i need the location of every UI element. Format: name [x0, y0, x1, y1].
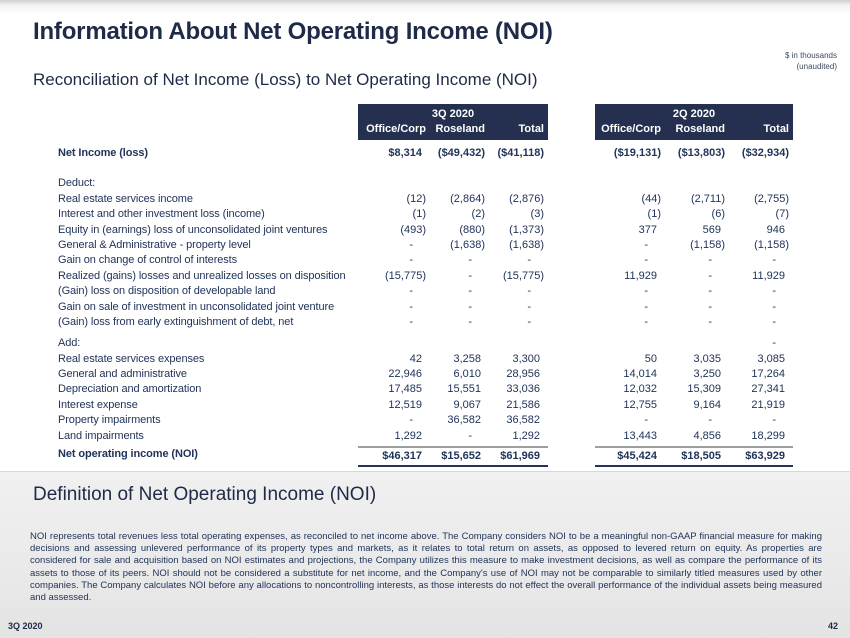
table-cell: -	[409, 254, 413, 267]
table-cell: 27,341	[751, 383, 785, 396]
table-cell: -	[644, 300, 648, 313]
row-label: Realized (gains) losses and unrealized losses on disposition	[58, 269, 346, 282]
table-cell: -	[468, 285, 472, 298]
table-cell: 50	[644, 352, 657, 365]
table-cell: 21,919	[751, 398, 785, 411]
column-headers	[358, 123, 548, 136]
table-cell: -	[772, 315, 776, 328]
table-cell: (1,373)	[509, 223, 544, 236]
group-gap	[548, 238, 595, 253]
group-gap	[548, 146, 595, 161]
row-label: Land impairments	[58, 429, 144, 442]
group-gap	[548, 253, 595, 268]
units-note-line1: $ in thousands	[784, 51, 837, 60]
table-cell: 15,309	[687, 383, 721, 396]
table-cell	[665, 336, 729, 351]
table-cell: -	[527, 285, 531, 298]
group-gap	[548, 176, 595, 191]
footer-period: 3Q 2020	[8, 621, 43, 631]
row-label: Net Income (loss)	[58, 147, 148, 159]
table-row	[58, 336, 793, 351]
table-row	[58, 446, 793, 463]
column-header: Office/Corp	[366, 123, 426, 135]
table-cell: (2,876)	[509, 192, 544, 205]
table-cell: 17,264	[751, 368, 785, 381]
group-gap	[548, 223, 595, 238]
table-cell: -	[409, 300, 413, 313]
group-gap	[548, 398, 595, 413]
table-cell: (1,158)	[690, 238, 725, 251]
table-cell: 11,929	[752, 269, 785, 282]
column-header: Total	[763, 123, 789, 135]
table-cell: -	[772, 254, 776, 267]
table-cell: (2)	[471, 208, 485, 221]
table-row	[58, 269, 793, 284]
table-cell: -	[708, 315, 712, 328]
table-cell: (15,775)	[503, 269, 544, 282]
table-row	[58, 192, 793, 207]
row-spacer	[58, 161, 793, 176]
table-cell: 1,292	[394, 429, 422, 442]
table-cell	[358, 336, 430, 351]
table-row	[58, 253, 793, 268]
period-label: 2Q 2020	[672, 108, 716, 120]
table-cell: (880)	[459, 223, 485, 236]
group-gap	[548, 413, 595, 428]
table-cell: (7)	[775, 208, 789, 221]
table-cell: 36,582	[506, 414, 540, 427]
table-cell: -	[644, 414, 648, 427]
table-row	[58, 352, 793, 367]
table-cell: 12,032	[623, 383, 657, 396]
table-cell: 946	[766, 223, 785, 236]
table-cell: -	[644, 254, 648, 267]
table-cell: 9,067	[453, 398, 481, 411]
table-cell: 15,551	[447, 383, 481, 396]
table-cell: (3)	[530, 208, 544, 221]
row-label: General and administrative	[58, 368, 187, 381]
group-gap	[548, 284, 595, 299]
table-row	[58, 300, 793, 315]
table-row	[58, 413, 793, 428]
table-cell: -	[708, 300, 712, 313]
table-cell: (44)	[641, 192, 661, 205]
table-cell: -	[468, 254, 472, 267]
table-cell: $18,505	[665, 446, 729, 467]
table-cell: -	[708, 285, 712, 298]
units-note-line2: (unaudited)	[796, 62, 837, 71]
table-cell: 11,929	[624, 269, 657, 282]
table-row	[58, 146, 793, 161]
table-cell: (1)	[647, 208, 661, 221]
table-cell: -	[527, 254, 531, 267]
table-cell: (12)	[406, 192, 426, 205]
table-cell: (1,638)	[509, 238, 544, 251]
table-cell: -	[527, 315, 531, 328]
table-row	[58, 367, 793, 382]
table-cell: (2,864)	[450, 192, 485, 205]
table-cell: -	[409, 285, 413, 298]
table-row	[58, 223, 793, 238]
group-gap	[548, 352, 595, 367]
group-gap	[548, 207, 595, 222]
table-cell	[430, 176, 489, 191]
table-cell: 3,035	[693, 352, 721, 365]
table-cell: -	[708, 269, 712, 282]
table-cell: -	[772, 285, 776, 298]
table-cell: -	[772, 300, 776, 313]
table-body	[58, 140, 793, 463]
table-subtitle: Reconciliation of Net Income (Loss) to Net Operating Income (NOI)	[33, 70, 538, 89]
table-row	[58, 238, 793, 253]
column-header: Roseland	[435, 123, 485, 135]
table-cell: -	[468, 315, 472, 328]
table-cell	[595, 176, 665, 191]
table-cell: 569	[702, 223, 721, 236]
table-row	[58, 315, 793, 330]
group-gap	[548, 336, 595, 351]
row-label: Add:	[58, 337, 81, 350]
table-cell: -	[644, 315, 648, 328]
table-cell: $8,314	[388, 147, 422, 159]
units-note	[785, 50, 837, 72]
table-cell: 12,519	[388, 398, 422, 411]
table-cell: 9,164	[693, 398, 721, 411]
table-cell: 22,946	[388, 368, 422, 381]
table-cell: 17,485	[388, 383, 422, 396]
table-cell	[729, 176, 793, 191]
footer-page-number: 42	[827, 621, 838, 631]
row-label: (Gain) loss on disposition of developable land	[58, 285, 276, 298]
table-cell: -	[409, 238, 413, 251]
row-label: Depreciation and amortization	[58, 383, 202, 396]
group-gap	[548, 192, 595, 207]
table-cell: $61,969	[489, 446, 548, 467]
table-cell: $63,929	[729, 446, 793, 467]
table-cell: (1,158)	[754, 238, 789, 251]
table-cell: ($32,934)	[741, 147, 789, 159]
row-label: Gain on change of control of interests	[58, 254, 238, 267]
table-cell: -	[468, 300, 472, 313]
row-label: Real estate services income	[58, 192, 193, 205]
page-title: Information About Net Operating Income (NOI)	[33, 18, 553, 45]
group-gap	[548, 429, 595, 444]
table-header	[58, 104, 793, 140]
table-cell: 33,036	[506, 383, 540, 396]
table-cell	[595, 336, 665, 351]
table-cell: 3,258	[453, 352, 481, 365]
table-cell: (1,638)	[450, 238, 485, 251]
group-gap	[548, 367, 595, 382]
table-cell: 14,014	[623, 368, 657, 381]
table-cell: ($49,432)	[437, 147, 485, 159]
table-cell: (2,711)	[690, 192, 725, 205]
table-cell	[489, 176, 548, 191]
row-label: Interest and other investment loss (income)	[58, 208, 265, 221]
period-header-group	[358, 104, 548, 140]
table-cell: 42	[409, 352, 422, 365]
table-row	[58, 429, 793, 444]
table-row	[58, 398, 793, 413]
table-cell: (15,775)	[385, 269, 426, 282]
table-cell: 4,856	[693, 429, 721, 442]
table-cell: ($19,131)	[613, 147, 661, 159]
period-header-group	[595, 104, 793, 140]
table-cell: -	[772, 337, 776, 350]
column-headers	[595, 123, 793, 136]
table-row	[58, 382, 793, 397]
table-cell: (2,755)	[754, 192, 789, 205]
table-cell: 18,299	[751, 429, 785, 442]
table-cell: 3,250	[693, 368, 721, 381]
definition-body: NOI represents total revenues less total operating expenses, as reconciled to net income above. The Company considers NOI to be a meaningful non-GAAP financial measure for making decisions and assessing unlevered performance of its property types and markets, as it relates to total return on assets, as opposed to levered return on equity. As properties are considered for sale and acquisition based on NOI estimates and projections, the Company utilizes this measure to make investment decisions, as well as compare the performance of its assets to those of its peers. NOI should not be considered a substitute for net income, and the Company's use of NOI may not be comparable to similarly titled measures used by other companies. The Company calculates NOI before any allocations to noncontrolling interests, as those interests do not effect the overall performance of the individual assets being measured and assessed.	[30, 531, 822, 604]
table-cell: 377	[638, 223, 657, 236]
column-header: Office/Corp	[601, 123, 661, 135]
table-cell: 13,443	[623, 429, 657, 442]
table-cell: (1)	[412, 208, 426, 221]
table-cell: -	[527, 300, 531, 313]
table-cell: ($13,803)	[677, 147, 725, 159]
table-cell: 3,085	[757, 352, 785, 365]
table-cell	[430, 336, 489, 351]
table-row	[58, 176, 793, 191]
row-label: Interest expense	[58, 398, 138, 411]
table-cell: -	[644, 238, 648, 251]
group-gap	[548, 315, 595, 330]
table-cell: $45,424	[595, 446, 665, 467]
table-row	[58, 207, 793, 222]
table-cell: -	[772, 414, 776, 427]
column-header: Total	[518, 123, 544, 135]
table-cell: -	[468, 429, 472, 442]
group-gap	[548, 300, 595, 315]
row-label: Gain on sale of investment in unconsolidated joint venture	[58, 300, 335, 313]
table-row	[58, 284, 793, 299]
table-cell: 21,586	[506, 398, 540, 411]
table-cell: (493)	[400, 223, 426, 236]
period-label: 3Q 2020	[431, 108, 475, 120]
table-cell: $46,317	[358, 446, 430, 467]
table-cell: -	[708, 254, 712, 267]
table-cell: (6)	[711, 208, 725, 221]
column-header: Roseland	[675, 123, 725, 135]
table-cell: -	[644, 285, 648, 298]
group-gap	[548, 382, 595, 397]
table-cell	[489, 336, 548, 351]
table-cell: -	[708, 414, 712, 427]
table-cell: -	[468, 269, 472, 282]
row-label: General & Administrative - property level	[58, 238, 251, 251]
table-cell: -	[409, 414, 413, 427]
table-cell	[358, 176, 430, 191]
table-cell: 36,582	[447, 414, 481, 427]
table-cell: 28,956	[506, 368, 540, 381]
table-cell	[665, 176, 729, 191]
reconciliation-table	[58, 104, 793, 463]
row-label: (Gain) loss from early extinguishment of debt, net	[58, 315, 294, 328]
table-cell: 3,300	[512, 352, 540, 365]
definition-heading: Definition of Net Operating Income (NOI)	[33, 484, 377, 505]
table-cell: ($41,118)	[497, 147, 544, 159]
table-cell: 1,292	[512, 429, 540, 442]
row-label: Equity in (earnings) loss of unconsolidated joint ventures	[58, 223, 328, 236]
table-cell: -	[409, 315, 413, 328]
row-label: Deduct:	[58, 177, 96, 190]
table-cell: $15,652	[430, 446, 489, 467]
group-gap	[548, 446, 595, 467]
row-label: Real estate services expenses	[58, 352, 205, 365]
table-cell: 12,755	[623, 398, 657, 411]
table-cell: 6,010	[453, 368, 481, 381]
row-label: Property impairments	[58, 414, 161, 427]
row-label: Net operating income (NOI)	[58, 448, 198, 461]
group-gap	[548, 269, 595, 284]
